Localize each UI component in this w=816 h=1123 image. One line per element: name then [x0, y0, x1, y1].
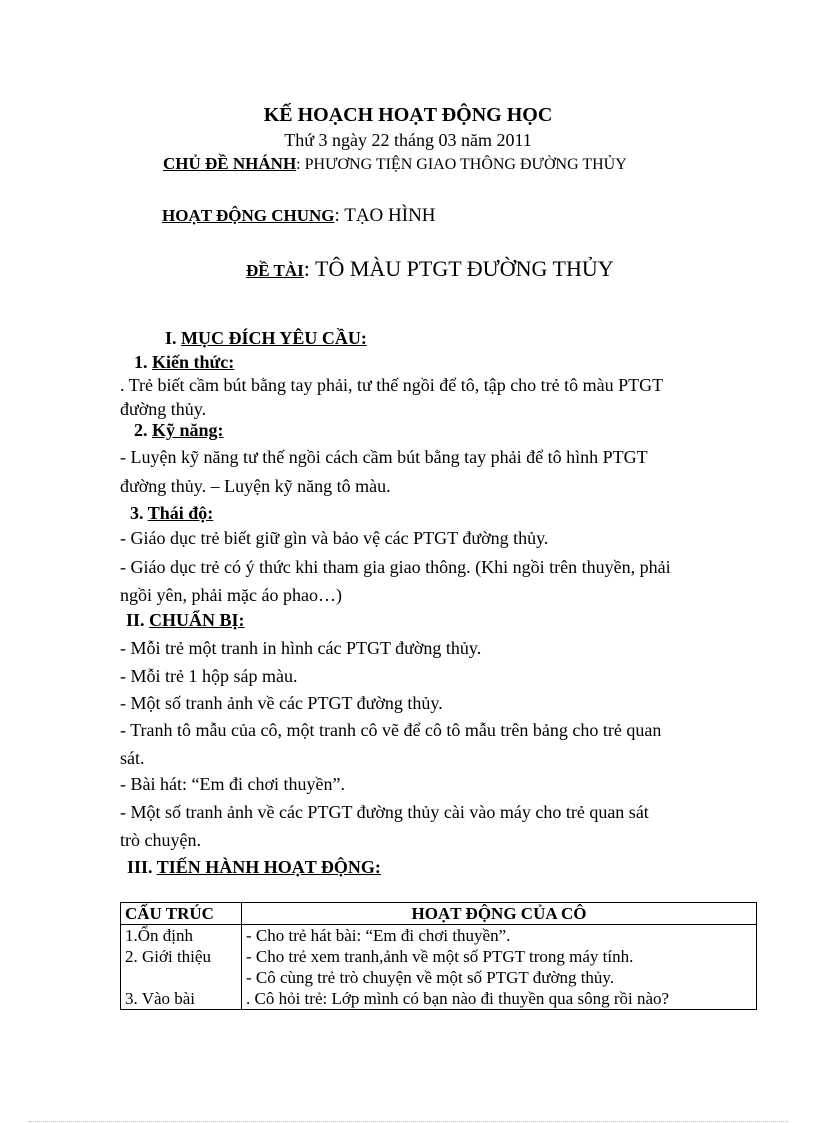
- table-row: [121, 946, 757, 967]
- table-cell-structure: [121, 967, 242, 988]
- table-cell-activity: - Cô cùng trẻ trò chuyện về một số PTGT đường thủy.: [242, 967, 757, 988]
- knowledge-num: 1.: [134, 352, 152, 372]
- section-3-heading: [127, 857, 381, 878]
- prep-line: - Mỗi trẻ một tranh in hình các PTGT đường thủy.: [120, 638, 482, 658]
- section-2-title: CHUẨN BỊ:: [149, 610, 245, 630]
- skills-line: đường thủy. – Luyện kỹ năng tô màu.: [120, 476, 391, 496]
- prep-line: - Mỗi trẻ 1 hộp sáp màu.: [120, 666, 298, 686]
- skills-heading: [134, 420, 224, 441]
- subtopic-line: [163, 154, 627, 174]
- table-header-activity: HOẠT ĐỘNG CỦA CÔ: [242, 903, 757, 925]
- section-2-prefix: II.: [126, 610, 150, 630]
- table-cell-activity: . Cô hỏi trẻ: Lớp mình có bạn nào đi thuyền qua sông rồi nào?: [242, 988, 757, 1010]
- subtopic-label: CHỦ ĐỀ NHÁNH: [163, 154, 297, 173]
- attitude-line: ngồi yên, phải mặc áo phao…): [120, 585, 342, 605]
- section-3-prefix: III.: [127, 857, 157, 877]
- prep-line: sát.: [120, 748, 145, 768]
- section-2-heading: [126, 610, 245, 631]
- lesson-date: Thứ 3 ngày 22 tháng 03 năm 2011: [284, 130, 532, 150]
- attitude-line: - Giáo dục trẻ có ý thức khi tham gia giao thông. (Khi ngồi trên thuyền, phải: [120, 557, 671, 577]
- prep-line: - Bài hát: “Em đi chơi thuyền”.: [120, 774, 345, 794]
- topic-value: : TÔ MÀU PTGT ĐƯỜNG THỦY: [303, 256, 614, 281]
- skills-num: 2.: [134, 420, 152, 440]
- activity-line: [162, 205, 436, 227]
- skills-line: - Luyện kỹ năng tư thế ngồi cách cầm bút bằng tay phải để tô hình PTGT: [120, 447, 648, 467]
- activity-label: HOẠT ĐỘNG CHUNG: [162, 206, 335, 225]
- skills-label: Kỹ năng:: [152, 420, 224, 440]
- attitude-heading: [130, 503, 213, 524]
- table-row: [121, 925, 757, 947]
- attitude-line: - Giáo dục trẻ biết giữ gìn và bảo vệ các PTGT đường thủy.: [120, 528, 549, 548]
- section-3-title: TIẾN HÀNH HOẠT ĐỘNG:: [156, 857, 381, 877]
- subtopic-value: : PHƯƠNG TIỆN GIAO THÔNG ĐƯỜNG THỦY: [296, 156, 627, 173]
- table-cell-structure: 1.Ổn định: [121, 925, 242, 947]
- knowledge-line: . Trẻ biết cầm bút bằng tay phải, tư thế ngồi để tô, tập cho trẻ tô màu PTGT: [120, 375, 664, 395]
- table-row: [121, 967, 757, 988]
- section-1-title: MỤC ĐÍCH YÊU CẦU:: [181, 328, 367, 348]
- topic-line: [246, 256, 614, 282]
- prep-line: - Tranh tô mẫu của cô, một tranh cô vẽ để cô tô mẫu trên bảng cho trẻ quan: [120, 720, 662, 740]
- table-cell-activity: - Cho trẻ xem tranh,ảnh về một số PTGT trong máy tính.: [242, 946, 757, 967]
- table-header-structure: CẤU TRÚC: [121, 903, 242, 925]
- table-header-row: [121, 903, 757, 925]
- prep-line: - Một số tranh ảnh về các PTGT đường thủy cài vào máy cho trẻ quan sát: [120, 802, 649, 822]
- attitude-num: 3.: [130, 503, 148, 523]
- page-bottom-divider: [28, 1121, 788, 1122]
- section-1-prefix: I.: [165, 328, 182, 348]
- activity-table: [120, 902, 757, 1010]
- knowledge-line: đường thủy.: [120, 399, 207, 419]
- prep-line: trò chuyện.: [120, 830, 201, 850]
- table-cell-activity: - Cho trẻ hát bài: “Em đi chơi thuyền”.: [242, 925, 757, 947]
- table-cell-structure: 2. Giới thiệu: [121, 946, 242, 967]
- table-row: [121, 988, 757, 1010]
- knowledge-heading: [134, 352, 234, 373]
- section-1-heading: [165, 328, 367, 349]
- knowledge-label: Kiến thức:: [152, 352, 235, 372]
- activity-value: : TẠO HÌNH: [334, 205, 436, 226]
- table-cell-structure: 3. Vào bài: [121, 988, 242, 1010]
- prep-line: - Một số tranh ảnh về các PTGT đường thủy.: [120, 693, 443, 713]
- attitude-label: Thái độ:: [147, 503, 214, 523]
- page-title: KẾ HOẠCH HOẠT ĐỘNG HỌC: [263, 104, 553, 126]
- topic-label: ĐỀ TÀI: [246, 261, 304, 280]
